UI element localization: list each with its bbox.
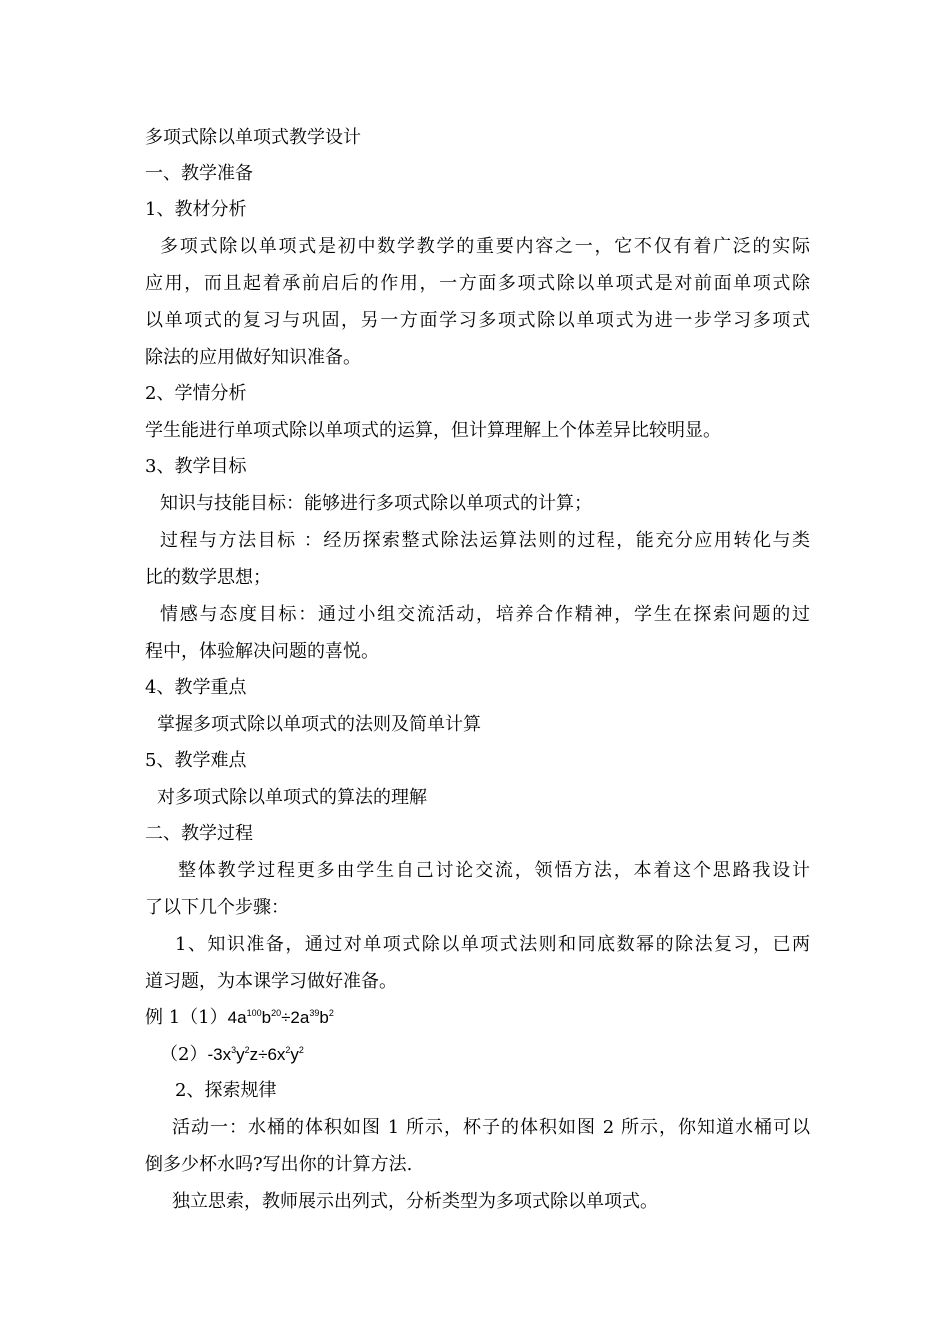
section-heading-process: 二、教学过程 [145, 823, 253, 844]
step-knowledge-prep: 1、知识准备，通过对单项式除以单项式法则和同底数幂的除法复习，已两 [175, 934, 810, 955]
activity-one-cont: 倒多少杯水吗?写出你的计算方法. [145, 1154, 413, 1175]
goal-emotion-cont: 程中，体验解决问题的喜悦。 [145, 641, 379, 662]
paragraph-line: 以单项式的复习与巩固，另一方面学习多项式除以单项式为进一步学习多项式 [145, 310, 810, 331]
math-expression-2: $-3x^3y^2z\div 6x^2y^2$ [207, 1045, 304, 1064]
paragraph-line: 整体教学过程更多由学生自己讨论交流，领悟方法，本着这个思路我设计 [178, 860, 810, 881]
goal-knowledge: 知识与技能目标：能够进行多项式除以单项式的计算； [160, 493, 592, 514]
heading-explore-rules: 2、探索规律 [175, 1080, 277, 1101]
paragraph-line: 学生能进行单项式除以单项式的运算，但计算理解上个体差异比较明显。 [145, 420, 721, 441]
heading-teaching-goals: 3、教学目标 [145, 456, 247, 477]
paragraph-line: 应用，而且起着承前启后的作用，一方面多项式除以单项式是对前面单项式除 [145, 273, 810, 294]
example-label: 例 1（1） [145, 1007, 228, 1028]
goal-emotion: 情感与态度目标：通过小组交流活动，培养合作精神，学生在探索问题的过 [160, 604, 810, 625]
paragraph-line: 对多项式除以单项式的算法的理解 [157, 787, 427, 808]
section-heading-preparation: 一、教学准备 [145, 163, 253, 184]
document-title: 多项式除以单项式教学设计 [145, 127, 361, 148]
example-2 [160, 1042, 825, 1068]
paragraph-line: 独立思索，教师展示出列式，分析类型为多项式除以单项式。 [172, 1191, 658, 1212]
goal-process-cont: 比的数学思想； [145, 567, 271, 588]
paragraph-line: 了以下几个步骤： [145, 897, 289, 918]
step-knowledge-prep-cont: 道习题，为本课学习做好准备。 [145, 971, 397, 992]
example-1 [145, 1005, 810, 1031]
paragraph-line: 除法的应用做好知识准备。 [145, 347, 361, 368]
heading-student-analysis: 2、学情分析 [145, 383, 247, 404]
heading-key-points: 4、教学重点 [145, 677, 247, 698]
goal-process: 过程与方法目标 ：经历探索整式除法运算法则的过程，能充分应用转化与类 [160, 530, 810, 551]
heading-textbook-analysis: 1、教材分析 [145, 199, 247, 220]
math-expression-1: $4a^{100}b^{20}\div 2a^{39}b^2$ [227, 1008, 334, 1027]
paragraph-line: 多项式除以单项式是初中数学教学的重要内容之一，它不仅有着广泛的实际 [160, 236, 810, 257]
example-label: （2） [160, 1044, 208, 1065]
paragraph-line: 掌握多项式除以单项式的法则及简单计算 [157, 714, 481, 735]
activity-one: 活动一：水桶的体积如图 1 所示，杯子的体积如图 2 所示，你知道水桶可以 [172, 1117, 810, 1138]
heading-difficulties: 5、教学难点 [145, 750, 247, 771]
